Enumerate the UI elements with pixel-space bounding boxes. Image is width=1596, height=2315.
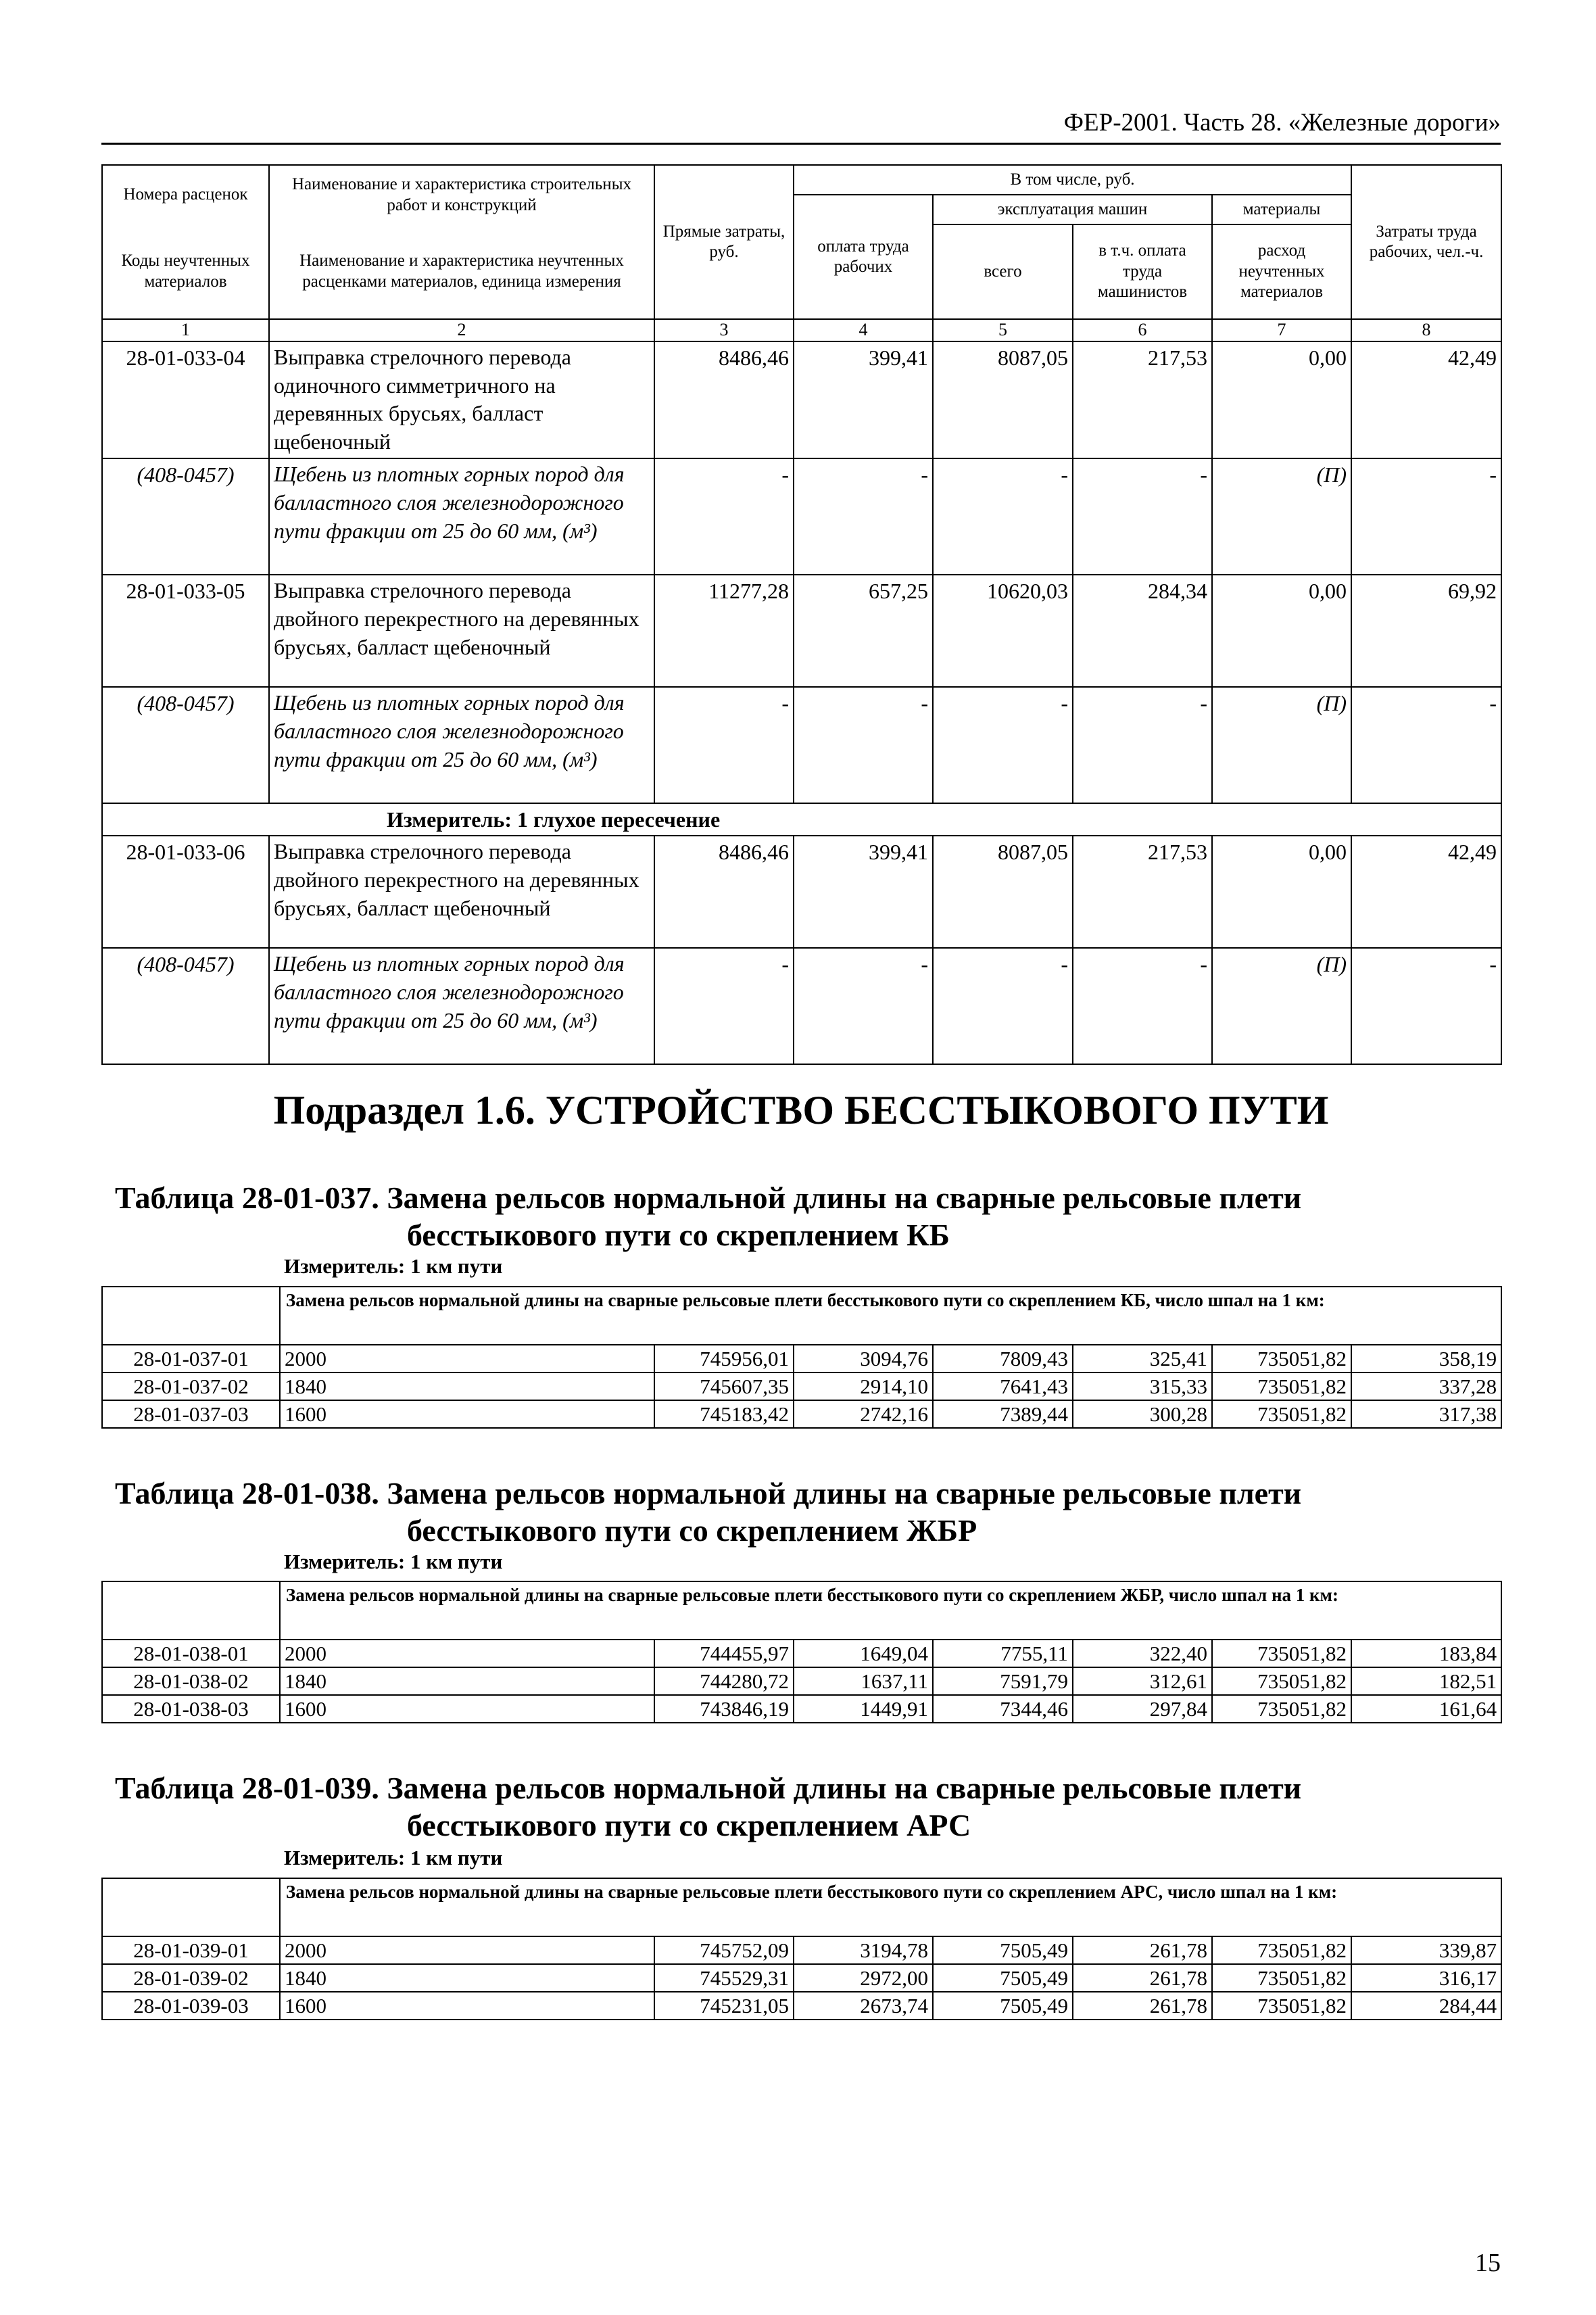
- rate-code: 28-01-037-03: [102, 1400, 280, 1428]
- rate-code: 28-01-033-06: [102, 836, 269, 948]
- materials-value: 735051,82: [1212, 1936, 1351, 1964]
- materials-value: 735051,82: [1212, 1964, 1351, 1992]
- machinist-pay: 300,28: [1073, 1400, 1212, 1428]
- sleepers-count: 1840: [280, 1964, 654, 1992]
- sleepers-count: 2000: [280, 1640, 654, 1667]
- table-title: [115, 1475, 1501, 1549]
- direct-costs: 745607,35: [654, 1373, 794, 1400]
- machinist-pay: 315,33: [1073, 1373, 1212, 1400]
- table-row: [102, 1400, 1501, 1428]
- machines-total: 7809,43: [933, 1345, 1073, 1373]
- worker-pay: 1649,04: [794, 1640, 933, 1667]
- table-title-line: бесстыкового пути со скреплением ЖБР: [407, 1512, 977, 1548]
- labor-hours: 339,87: [1351, 1936, 1501, 1964]
- machines-total: 8087,05: [933, 341, 1073, 459]
- worker-pay: 3194,78: [794, 1936, 933, 1964]
- material-row: [102, 948, 1501, 1064]
- table-row: [102, 1640, 1501, 1667]
- rate-code: 28-01-037-02: [102, 1373, 280, 1400]
- labor-hours: 183,84: [1351, 1640, 1501, 1667]
- materials-value: 0,00: [1212, 575, 1351, 687]
- machinist-pay: 312,61: [1073, 1667, 1212, 1695]
- rate-code: 28-01-038-01: [102, 1640, 280, 1667]
- rate-code: 28-01-038-02: [102, 1667, 280, 1695]
- table-title-line: Таблица 28-01-039. Замена рельсов нормальной длины на сварные рельсовые плети: [115, 1771, 1302, 1805]
- column-number: 3: [654, 319, 794, 341]
- machines-total: 7389,44: [933, 1400, 1073, 1428]
- rate-code: 28-01-037-01: [102, 1345, 280, 1373]
- table-measure: Измеритель: 1 км пути: [284, 1846, 503, 1869]
- rate-code: 28-01-039-03: [102, 1992, 280, 2020]
- rates-table-039: [101, 1878, 1501, 2020]
- materials-value: 0,00: [1212, 836, 1351, 948]
- machinist-pay: 261,78: [1073, 1992, 1212, 2020]
- table-measure: Измеритель: 1 км пути: [284, 1550, 503, 1573]
- column-number: 1: [102, 319, 269, 341]
- material-value: -: [933, 458, 1073, 575]
- machines-total: 7505,49: [933, 1992, 1073, 2020]
- table-title-line: Таблица 28-01-038. Замена рельсов нормальной длины на сварные рельсовые плети: [115, 1476, 1302, 1510]
- section-title: Подраздел 1.6. УСТРОЙСТВО БЕССТЫКОВОГО ПУТИ: [273, 1088, 1329, 1132]
- table-title: [115, 1180, 1501, 1254]
- machines-total: 7505,49: [933, 1964, 1073, 1992]
- table-title-line: бесстыкового пути со скреплением АРС: [407, 1807, 971, 1842]
- material-value: -: [933, 948, 1073, 1064]
- labor-hours: 337,28: [1351, 1373, 1501, 1400]
- worker-pay: 1637,11: [794, 1667, 933, 1695]
- material-code: (408-0457): [102, 458, 269, 575]
- col-machines-total-header: всего: [933, 224, 1073, 319]
- blank-cell: [102, 1581, 280, 1640]
- col-direct-costs-header: Прямые затраты, руб.: [654, 165, 794, 319]
- materials-value: 735051,82: [1212, 1667, 1351, 1695]
- labor-hours: 42,49: [1351, 341, 1501, 459]
- machinist-pay: 284,34: [1073, 575, 1212, 687]
- labor-hours: 358,19: [1351, 1345, 1501, 1373]
- measure-label: Измеритель: 1 глухое пересечение: [102, 803, 1501, 836]
- sleepers-count: 2000: [280, 1936, 654, 1964]
- col-rate-number-header: Номера расценок: [102, 165, 269, 224]
- machinist-pay: 261,78: [1073, 1936, 1212, 1964]
- sleepers-count: 1600: [280, 1400, 654, 1428]
- table-row: [102, 1936, 1501, 1964]
- materials-value: 735051,82: [1212, 1373, 1351, 1400]
- material-value: -: [654, 687, 794, 803]
- labor-hours: 182,51: [1351, 1667, 1501, 1695]
- direct-costs: 743846,19: [654, 1695, 794, 1723]
- sleepers-count: 1840: [280, 1373, 654, 1400]
- rate-description: Выправка стрелочного перевода одиночного симметричного на деревянных брусьях, балласт щебеночный: [269, 341, 654, 459]
- table-row: [102, 1992, 1501, 2020]
- table-row: [102, 1373, 1501, 1400]
- material-description: Щебень из плотных горных пород для балластного слоя железнодорожного пути фракции от 25 до 60 мм, (м³): [269, 458, 654, 575]
- material-value: -: [1351, 687, 1501, 803]
- worker-pay: 399,41: [794, 836, 933, 948]
- machines-total: 7505,49: [933, 1936, 1073, 1964]
- rate-code: 28-01-039-01: [102, 1936, 280, 1964]
- material-value: -: [1073, 948, 1212, 1064]
- machinist-pay: 261,78: [1073, 1964, 1212, 1992]
- measure-row: [102, 803, 1501, 836]
- table-span-header: Замена рельсов нормальной длины на сварные рельсовые плети бесстыкового пути со скреплением КБ, число шпал на 1 км:: [280, 1287, 1501, 1345]
- material-value: -: [933, 687, 1073, 803]
- machinist-pay: 297,84: [1073, 1695, 1212, 1723]
- direct-costs: 8486,46: [654, 341, 794, 459]
- rate-row: [102, 836, 1501, 948]
- material-code: (408-0457): [102, 687, 269, 803]
- col-unaccounted-materials-header: расход неучтенных материалов: [1212, 224, 1351, 319]
- material-value: -: [1073, 687, 1212, 803]
- page-header: ФЕР-2001. Часть 28. «Железные дороги»: [101, 108, 1501, 145]
- direct-costs: 744455,97: [654, 1640, 794, 1667]
- col-worker-pay-header: оплата труда рабочих: [794, 195, 933, 319]
- table-title-line: Таблица 28-01-037. Замена рельсов нормальной длины на сварные рельсовые плети: [115, 1180, 1302, 1215]
- rate-code: 28-01-033-05: [102, 575, 269, 687]
- rate-row: [102, 575, 1501, 687]
- rate-description: Выправка стрелочного перевода двойного перекрестного на деревянных брусьях, балласт щебеночный: [269, 575, 654, 687]
- rates-table-037: [101, 1286, 1501, 1429]
- rate-description: Выправка стрелочного перевода двойного перекрестного на деревянных брусьях, балласт щебеночный: [269, 836, 654, 948]
- direct-costs: 745956,01: [654, 1345, 794, 1373]
- labor-hours: 42,49: [1351, 836, 1501, 948]
- worker-pay: 2914,10: [794, 1373, 933, 1400]
- materials-value: 735051,82: [1212, 1640, 1351, 1667]
- machines-total: 7755,11: [933, 1640, 1073, 1667]
- direct-costs: 745529,31: [654, 1964, 794, 1992]
- machines-total: 7591,79: [933, 1667, 1073, 1695]
- material-description: Щебень из плотных горных пород для балластного слоя железнодорожного пути фракции от 25 до 60 мм, (м³): [269, 687, 654, 803]
- column-number: 4: [794, 319, 933, 341]
- direct-costs: 11277,28: [654, 575, 794, 687]
- machines-total: 10620,03: [933, 575, 1073, 687]
- sleepers-count: 1600: [280, 1992, 654, 2020]
- col-including-header: В том числе, руб.: [794, 165, 1351, 195]
- worker-pay: 2673,74: [794, 1992, 933, 2020]
- sleepers-count: 2000: [280, 1345, 654, 1373]
- worker-pay: 3094,76: [794, 1345, 933, 1373]
- material-value: -: [1351, 458, 1501, 575]
- material-value: (П): [1212, 948, 1351, 1064]
- rates-table-038: [101, 1581, 1501, 1723]
- labor-hours: 161,64: [1351, 1695, 1501, 1723]
- col-material-name-header: Наименование и характеристика неучтенных расценками материалов, единица измерения: [269, 224, 654, 319]
- materials-value: 735051,82: [1212, 1345, 1351, 1373]
- column-number: 5: [933, 319, 1073, 341]
- material-value: (П): [1212, 458, 1351, 575]
- direct-costs: 745183,42: [654, 1400, 794, 1428]
- labor-hours: 284,44: [1351, 1992, 1501, 2020]
- worker-pay: 2972,00: [794, 1964, 933, 1992]
- column-number: 8: [1351, 319, 1501, 341]
- sleepers-count: 1840: [280, 1667, 654, 1695]
- machinist-pay: 217,53: [1073, 836, 1212, 948]
- table-row: [102, 1695, 1501, 1723]
- table-title-line: бесстыкового пути со скреплением КБ: [407, 1217, 950, 1252]
- material-description: Щебень из плотных горных пород для балластного слоя железнодорожного пути фракции от 25 до 60 мм, (м³): [269, 948, 654, 1064]
- column-number: 6: [1073, 319, 1212, 341]
- worker-pay: 2742,16: [794, 1400, 933, 1428]
- column-number: 2: [269, 319, 654, 341]
- table-span-header: Замена рельсов нормальной длины на сварные рельсовые плети бесстыкового пути со скреплением ЖБР, число шпал на 1 км:: [280, 1581, 1501, 1640]
- col-machines-header: эксплуатация машин: [933, 195, 1212, 224]
- table-row: [102, 1345, 1501, 1373]
- direct-costs: 744280,72: [654, 1667, 794, 1695]
- labor-hours: 316,17: [1351, 1964, 1501, 1992]
- material-value: -: [654, 948, 794, 1064]
- page-number: 15: [1475, 2249, 1501, 2277]
- machines-total: 7641,43: [933, 1373, 1073, 1400]
- worker-pay: 1449,91: [794, 1695, 933, 1723]
- col-material-code-header: Коды неучтенных материалов: [102, 224, 269, 319]
- rate-row: [102, 341, 1501, 459]
- table-title: [115, 1770, 1501, 1844]
- col-materials-header: материалы: [1212, 195, 1351, 224]
- material-value: -: [1351, 948, 1501, 1064]
- material-value: -: [794, 687, 933, 803]
- machines-total: 7344,46: [933, 1695, 1073, 1723]
- col-work-name-header: Наименование и характеристика строительных работ и конструкций: [269, 165, 654, 224]
- direct-costs: 8486,46: [654, 836, 794, 948]
- material-value: -: [794, 948, 933, 1064]
- rate-code: 28-01-033-04: [102, 341, 269, 459]
- material-value: -: [794, 458, 933, 575]
- worker-pay: 399,41: [794, 341, 933, 459]
- table-row: [102, 1964, 1501, 1992]
- machinist-pay: 322,40: [1073, 1640, 1212, 1667]
- material-value: -: [654, 458, 794, 575]
- rate-code: 28-01-039-02: [102, 1964, 280, 1992]
- direct-costs: 745231,05: [654, 1992, 794, 2020]
- table-measure: Измеритель: 1 км пути: [284, 1254, 503, 1278]
- materials-value: 735051,82: [1212, 1400, 1351, 1428]
- col-machinist-pay-header: в т.ч. оплата труда машинистов: [1073, 224, 1212, 319]
- blank-cell: [102, 1287, 280, 1345]
- labor-hours: 69,92: [1351, 575, 1501, 687]
- material-code: (408-0457): [102, 948, 269, 1064]
- sleepers-count: 1600: [280, 1695, 654, 1723]
- labor-hours: 317,38: [1351, 1400, 1501, 1428]
- blank-cell: [102, 1878, 280, 1936]
- machines-total: 8087,05: [933, 836, 1073, 948]
- machinist-pay: 325,41: [1073, 1345, 1212, 1373]
- table-row: [102, 1667, 1501, 1695]
- material-value: -: [1073, 458, 1212, 575]
- col-labor-hours-header: Затраты труда рабочих, чел.-ч.: [1351, 165, 1501, 319]
- material-value: (П): [1212, 687, 1351, 803]
- machinist-pay: 217,53: [1073, 341, 1212, 459]
- materials-value: 0,00: [1212, 341, 1351, 459]
- worker-pay: 657,25: [794, 575, 933, 687]
- material-row: [102, 687, 1501, 803]
- column-number: 7: [1212, 319, 1351, 341]
- rate-code: 28-01-038-03: [102, 1695, 280, 1723]
- direct-costs: 745752,09: [654, 1936, 794, 1964]
- materials-value: 735051,82: [1212, 1695, 1351, 1723]
- table-span-header: Замена рельсов нормальной длины на сварные рельсовые плети бесстыкового пути со скреплением АРС, число шпал на 1 км:: [280, 1878, 1501, 1936]
- materials-value: 735051,82: [1212, 1992, 1351, 2020]
- material-row: [102, 458, 1501, 575]
- rates-table-upper: [101, 164, 1501, 1065]
